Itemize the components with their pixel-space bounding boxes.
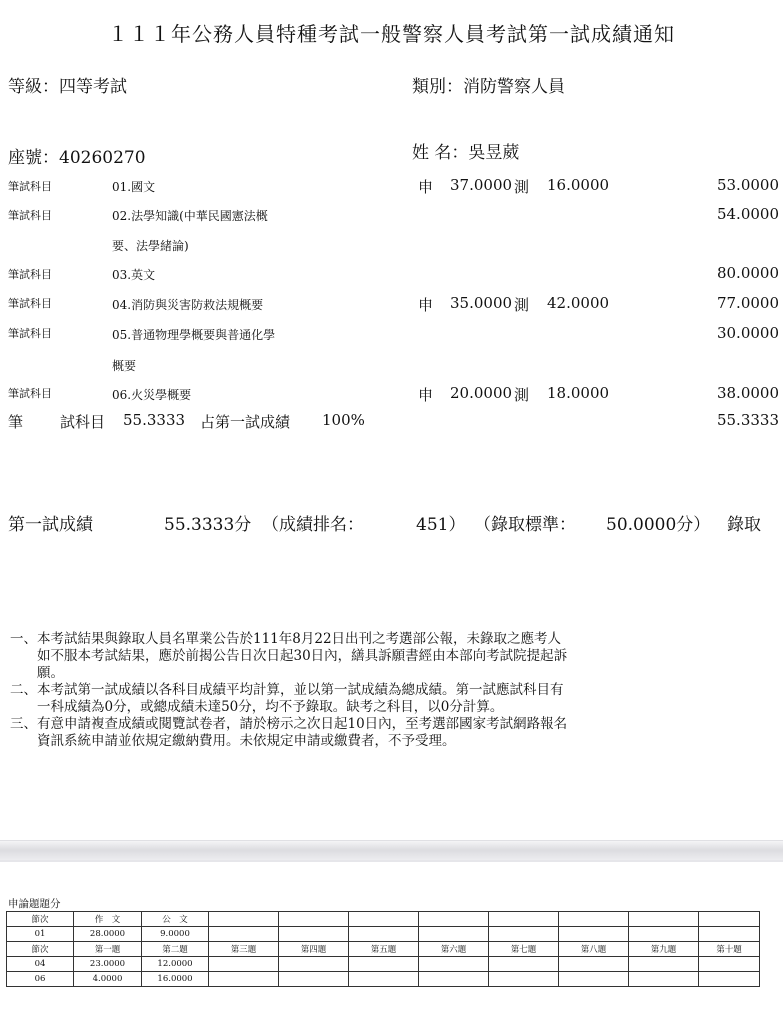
- table-cell: 作 文: [74, 912, 142, 927]
- note-line: 一、本考試結果與錄取人員名單業公告於111年8月22日出刊之考選部公報，未錄取之應考人: [10, 631, 562, 647]
- table-cell: 9.0000: [142, 927, 209, 942]
- table-cell: 第二題: [142, 942, 209, 957]
- essay-score: 35.0000: [450, 294, 513, 312]
- subject-name: 06.火災學概要: [112, 388, 192, 402]
- page-title: １１１年公務人員特種考試一般警察人員考試第一試成績通知: [108, 22, 675, 46]
- essay-mark: 申: [418, 386, 434, 404]
- table-cell: 04: [7, 957, 74, 972]
- table-cell: 01: [7, 927, 74, 942]
- table-cell: [489, 912, 559, 927]
- category-value: 消防警察人員: [463, 77, 565, 97]
- result-label: 第一試成績: [8, 515, 93, 535]
- subject-name: 05.普通物理學概要與普通化學: [112, 328, 276, 342]
- table-row: [7, 927, 760, 942]
- test-score: 18.0000: [547, 384, 610, 402]
- table-cell: [349, 972, 419, 987]
- essay-mark: 申: [418, 296, 434, 314]
- table-cell: [209, 912, 279, 927]
- test-mark: 測: [514, 178, 530, 196]
- table-cell: [419, 957, 489, 972]
- note-line: 二、本考試第一試成績以各科目成績平均計算，並以第一試成績為總成績。第一試應試科目有: [10, 682, 564, 698]
- subject-total: 38.0000: [716, 384, 779, 402]
- table-cell: 28.0000: [74, 927, 142, 942]
- table-cell: [559, 957, 629, 972]
- table-cell: [279, 972, 349, 987]
- notes-section: [10, 631, 770, 750]
- table-cell: [699, 957, 760, 972]
- table-cell: [209, 957, 279, 972]
- table-cell: 第九題: [629, 942, 699, 957]
- table-cell: [419, 927, 489, 942]
- essay-table-title: 申論題題分: [8, 898, 61, 910]
- summary-label-a: 筆: [8, 413, 24, 431]
- table-row: [7, 942, 760, 957]
- table-cell: 23.0000: [74, 957, 142, 972]
- table-cell: [489, 927, 559, 942]
- test-score: 42.0000: [547, 294, 610, 312]
- table-cell: [279, 927, 349, 942]
- name-value: 吳昱葳: [468, 143, 520, 163]
- subject-label: 筆試科目: [8, 297, 52, 310]
- summary-average: 55.3333: [123, 411, 186, 429]
- result-score: 55.3333分: [164, 515, 252, 535]
- name-field: [412, 138, 519, 163]
- table-cell: 第一題: [74, 942, 142, 957]
- table-cell: 公 文: [142, 912, 209, 927]
- table-cell: [349, 957, 419, 972]
- table-cell: [419, 972, 489, 987]
- table-row: [7, 912, 760, 927]
- table-cell: [279, 912, 349, 927]
- table-cell: [209, 927, 279, 942]
- table-cell: [419, 912, 489, 927]
- subject-total: 53.0000: [716, 176, 779, 194]
- subject-total: 54.0000: [716, 205, 779, 223]
- table-cell: 16.0000: [142, 972, 209, 987]
- table-cell: [559, 972, 629, 987]
- table-cell: 第四題: [279, 942, 349, 957]
- table-cell: [629, 912, 699, 927]
- table-cell: [699, 927, 760, 942]
- summary-percent: 100%: [322, 411, 365, 429]
- subject-label: 筆試科目: [8, 209, 52, 222]
- category-field: [412, 72, 565, 97]
- rank-value: 451）: [416, 515, 466, 535]
- table-cell: [699, 972, 760, 987]
- subject-name: 01.國文: [112, 180, 156, 194]
- table-cell: [699, 912, 760, 927]
- table-cell: 節次: [7, 942, 74, 957]
- essay-mark: 申: [418, 178, 434, 196]
- table-cell: [489, 957, 559, 972]
- summary-label-b: 試科目: [60, 413, 106, 431]
- standard-label: （錄取標準：: [474, 515, 576, 535]
- rank-label: （成績排名：: [262, 515, 364, 535]
- test-score: 16.0000: [547, 176, 610, 194]
- subject-label: 筆試科目: [8, 327, 52, 340]
- subject-total: 77.0000: [716, 294, 779, 312]
- category-label: 類別：: [412, 77, 463, 97]
- note-line: 如不服本考試結果，應於前揭公告日次日起30日內，繕具訴願書經由本部向考試院提起訴: [10, 648, 568, 664]
- grade-value: 四等考試: [59, 77, 127, 97]
- subject-name: 02.法學知識(中華民國憲法概: [112, 209, 268, 223]
- subject-total: 30.0000: [716, 324, 779, 342]
- subject-name: 03.英文: [112, 268, 156, 282]
- subject-name-cont: 概要: [112, 359, 137, 373]
- test-mark: 測: [514, 296, 530, 314]
- grade-field: [8, 72, 127, 97]
- note-line: 一科成績為0分，或總成績未達50分，均不予錄取。缺考之科目，以0分計算。: [10, 699, 504, 715]
- summary-share-text: 占第一試成績: [200, 413, 291, 431]
- table-cell: 第五題: [349, 942, 419, 957]
- table-cell: [279, 957, 349, 972]
- page-separator-shadow: [0, 860, 783, 862]
- table-cell: [559, 927, 629, 942]
- test-mark: 測: [514, 386, 530, 404]
- table-cell: 第十題: [699, 942, 760, 957]
- table-cell: [489, 972, 559, 987]
- seat-value: 40260270: [59, 148, 146, 168]
- table-cell: 06: [7, 972, 74, 987]
- table-cell: 12.0000: [142, 957, 209, 972]
- table-cell: 第六題: [419, 942, 489, 957]
- essay-score-table: [6, 911, 760, 987]
- admission-status: 錄取: [727, 515, 761, 535]
- name-label: 姓 名：: [412, 143, 469, 163]
- table-cell: [629, 957, 699, 972]
- seat-field: [8, 143, 146, 168]
- essay-score: 37.0000: [450, 176, 513, 194]
- table-cell: [209, 972, 279, 987]
- summary-total: 55.3333: [716, 411, 779, 429]
- table-cell: [559, 912, 629, 927]
- subject-name-cont: 要、法學緒論): [112, 239, 189, 253]
- standard-value: 50.0000分）: [606, 515, 711, 535]
- note-line: 願。: [10, 665, 64, 681]
- table-cell: [349, 912, 419, 927]
- table-cell: 節次: [7, 912, 74, 927]
- table-cell: [629, 927, 699, 942]
- table-row: [7, 972, 760, 987]
- table-cell: 第七題: [489, 942, 559, 957]
- table-cell: 4.0000: [74, 972, 142, 987]
- subject-label: 筆試科目: [8, 387, 52, 400]
- table-row: [7, 957, 760, 972]
- subject-label: 筆試科目: [8, 268, 52, 281]
- table-cell: [349, 927, 419, 942]
- page-separator: [0, 840, 783, 861]
- table-cell: 第三題: [209, 942, 279, 957]
- note-line: 資訊系統申請並依規定繳納費用。未依規定申請或繳費者，不予受理。: [10, 733, 456, 749]
- essay-score: 20.0000: [450, 384, 513, 402]
- table-cell: 第八題: [559, 942, 629, 957]
- seat-label: 座號：: [8, 148, 59, 168]
- subject-total: 80.0000: [716, 264, 779, 282]
- subject-name: 04.消防與災害防救法規概要: [112, 298, 264, 312]
- subject-label: 筆試科目: [8, 180, 52, 193]
- note-line: 三、有意申請複查成績或閱覽試卷者，請於榜示之次日起10日內，至考選部國家考試網路報名: [10, 716, 568, 732]
- table-cell: [629, 972, 699, 987]
- grade-label: 等級：: [8, 77, 59, 97]
